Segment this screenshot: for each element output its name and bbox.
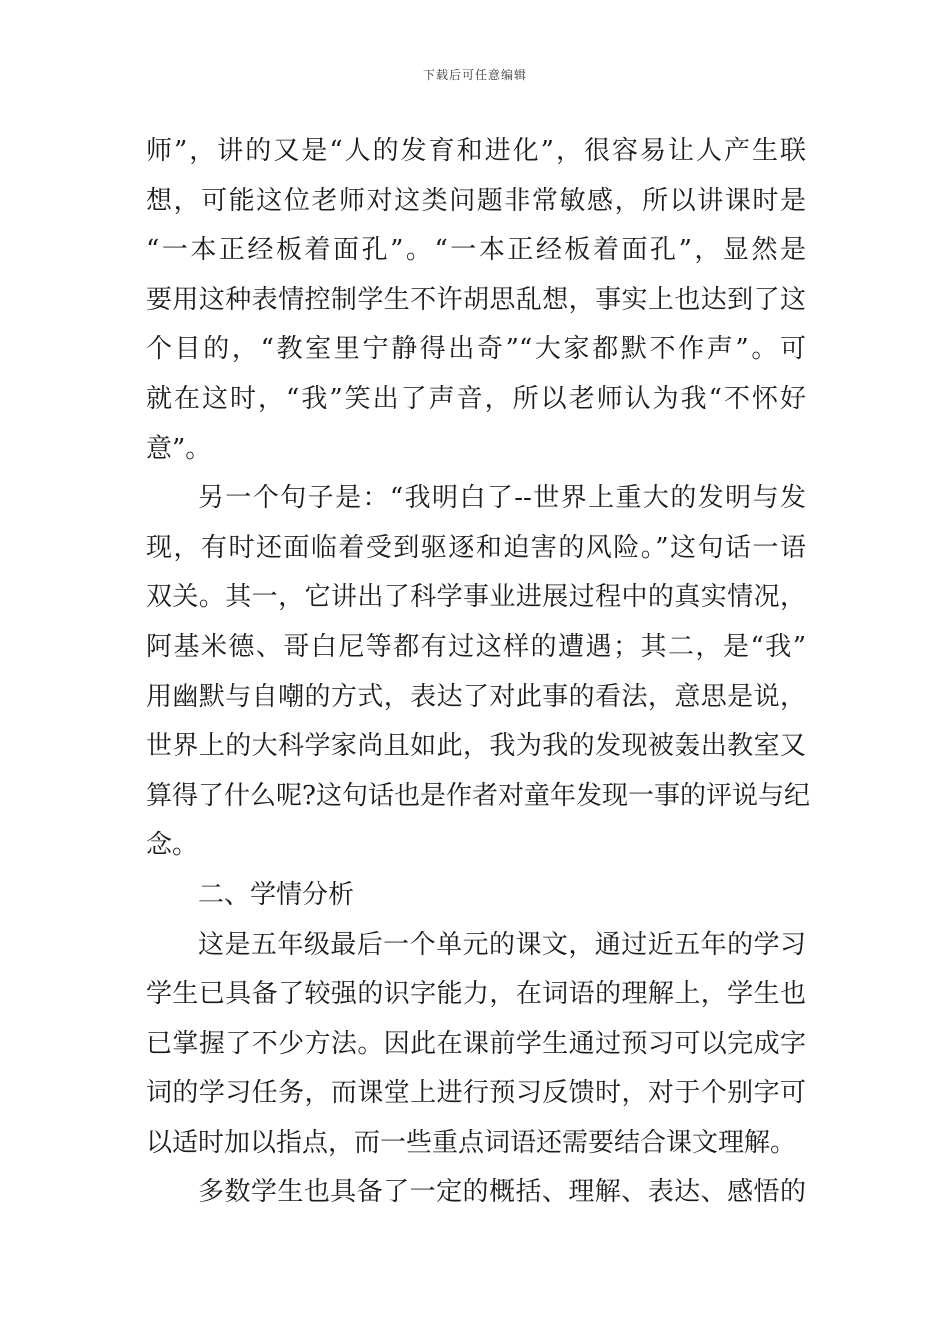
text-line: 算得了什么呢?这句话也是作者对童年发现一事的评说与纪 bbox=[146, 780, 810, 811]
text-line: 词的学习任务，而课堂上进行预习反馈时，对于个别字可 bbox=[146, 1078, 806, 1109]
text-line: 要用这种表情控制学生不许胡思乱想，事实上也达到了这 bbox=[146, 284, 806, 315]
text-line: “一本正经板着面孔”。“一本正经板着面孔”，显然是 bbox=[146, 235, 806, 266]
text-line: 阿基米德、哥白尼等都有过这样的遭遇；其二，是“我” bbox=[146, 631, 806, 662]
text-line: 念。 bbox=[146, 830, 199, 861]
paragraph bbox=[146, 474, 810, 871]
text-line: 就在这时，“我”笑出了声音，所以老师认为我“不怀好 bbox=[146, 383, 806, 414]
text-line: 学生已具备了较强的识字能力，在词语的理解上，学生也 bbox=[146, 979, 806, 1010]
section-heading bbox=[146, 871, 806, 921]
text-line: 现，有时还面临着受到驱逐和迫害的风险。”这句话一语 bbox=[146, 532, 806, 563]
text-line: 以适时加以指点，而一些重点词语还需要结合课文理解。 bbox=[146, 1127, 797, 1158]
paragraph bbox=[146, 127, 806, 474]
text-line: 个目的，“教室里宁静得出奇”“大家都默不作声”。可 bbox=[146, 334, 806, 365]
text-line: 想，可能这位老师对这类问题非常敏感，所以讲课时是 bbox=[146, 185, 806, 216]
paragraph bbox=[146, 1168, 806, 1218]
text-line: 已掌握了不少方法。因此在课前学生通过预习可以完成字 bbox=[146, 1028, 806, 1059]
text-line: 这是五年级最后一个单元的课文，通过近五年的学习 bbox=[198, 929, 806, 960]
text-line: 师”，讲的又是“人的发育和进化”，很容易让人产生联 bbox=[146, 136, 806, 166]
text-line: 双关。其一，它讲出了科学事业进展过程中的真实情况， bbox=[146, 582, 806, 613]
document-body bbox=[146, 127, 810, 1218]
text-line: 意”。 bbox=[146, 433, 212, 464]
text-line: 用幽默与自嘲的方式，表达了对此事的看法，意思是说， bbox=[146, 681, 806, 712]
heading-text: 二、学情分析 bbox=[198, 879, 355, 910]
paragraph bbox=[146, 921, 806, 1169]
page-header: 下载后可任意编辑 bbox=[422, 68, 527, 82]
text-line: 多数学生也具备了一定的概括、理解、表达、感悟的 bbox=[198, 1177, 806, 1208]
text-line: 世界上的大科学家尚且如此，我为我的发现被轰出教室又 bbox=[146, 731, 806, 762]
text-line: 另一个句子是：“我明白了--世界上重大的发明与发 bbox=[198, 483, 806, 514]
